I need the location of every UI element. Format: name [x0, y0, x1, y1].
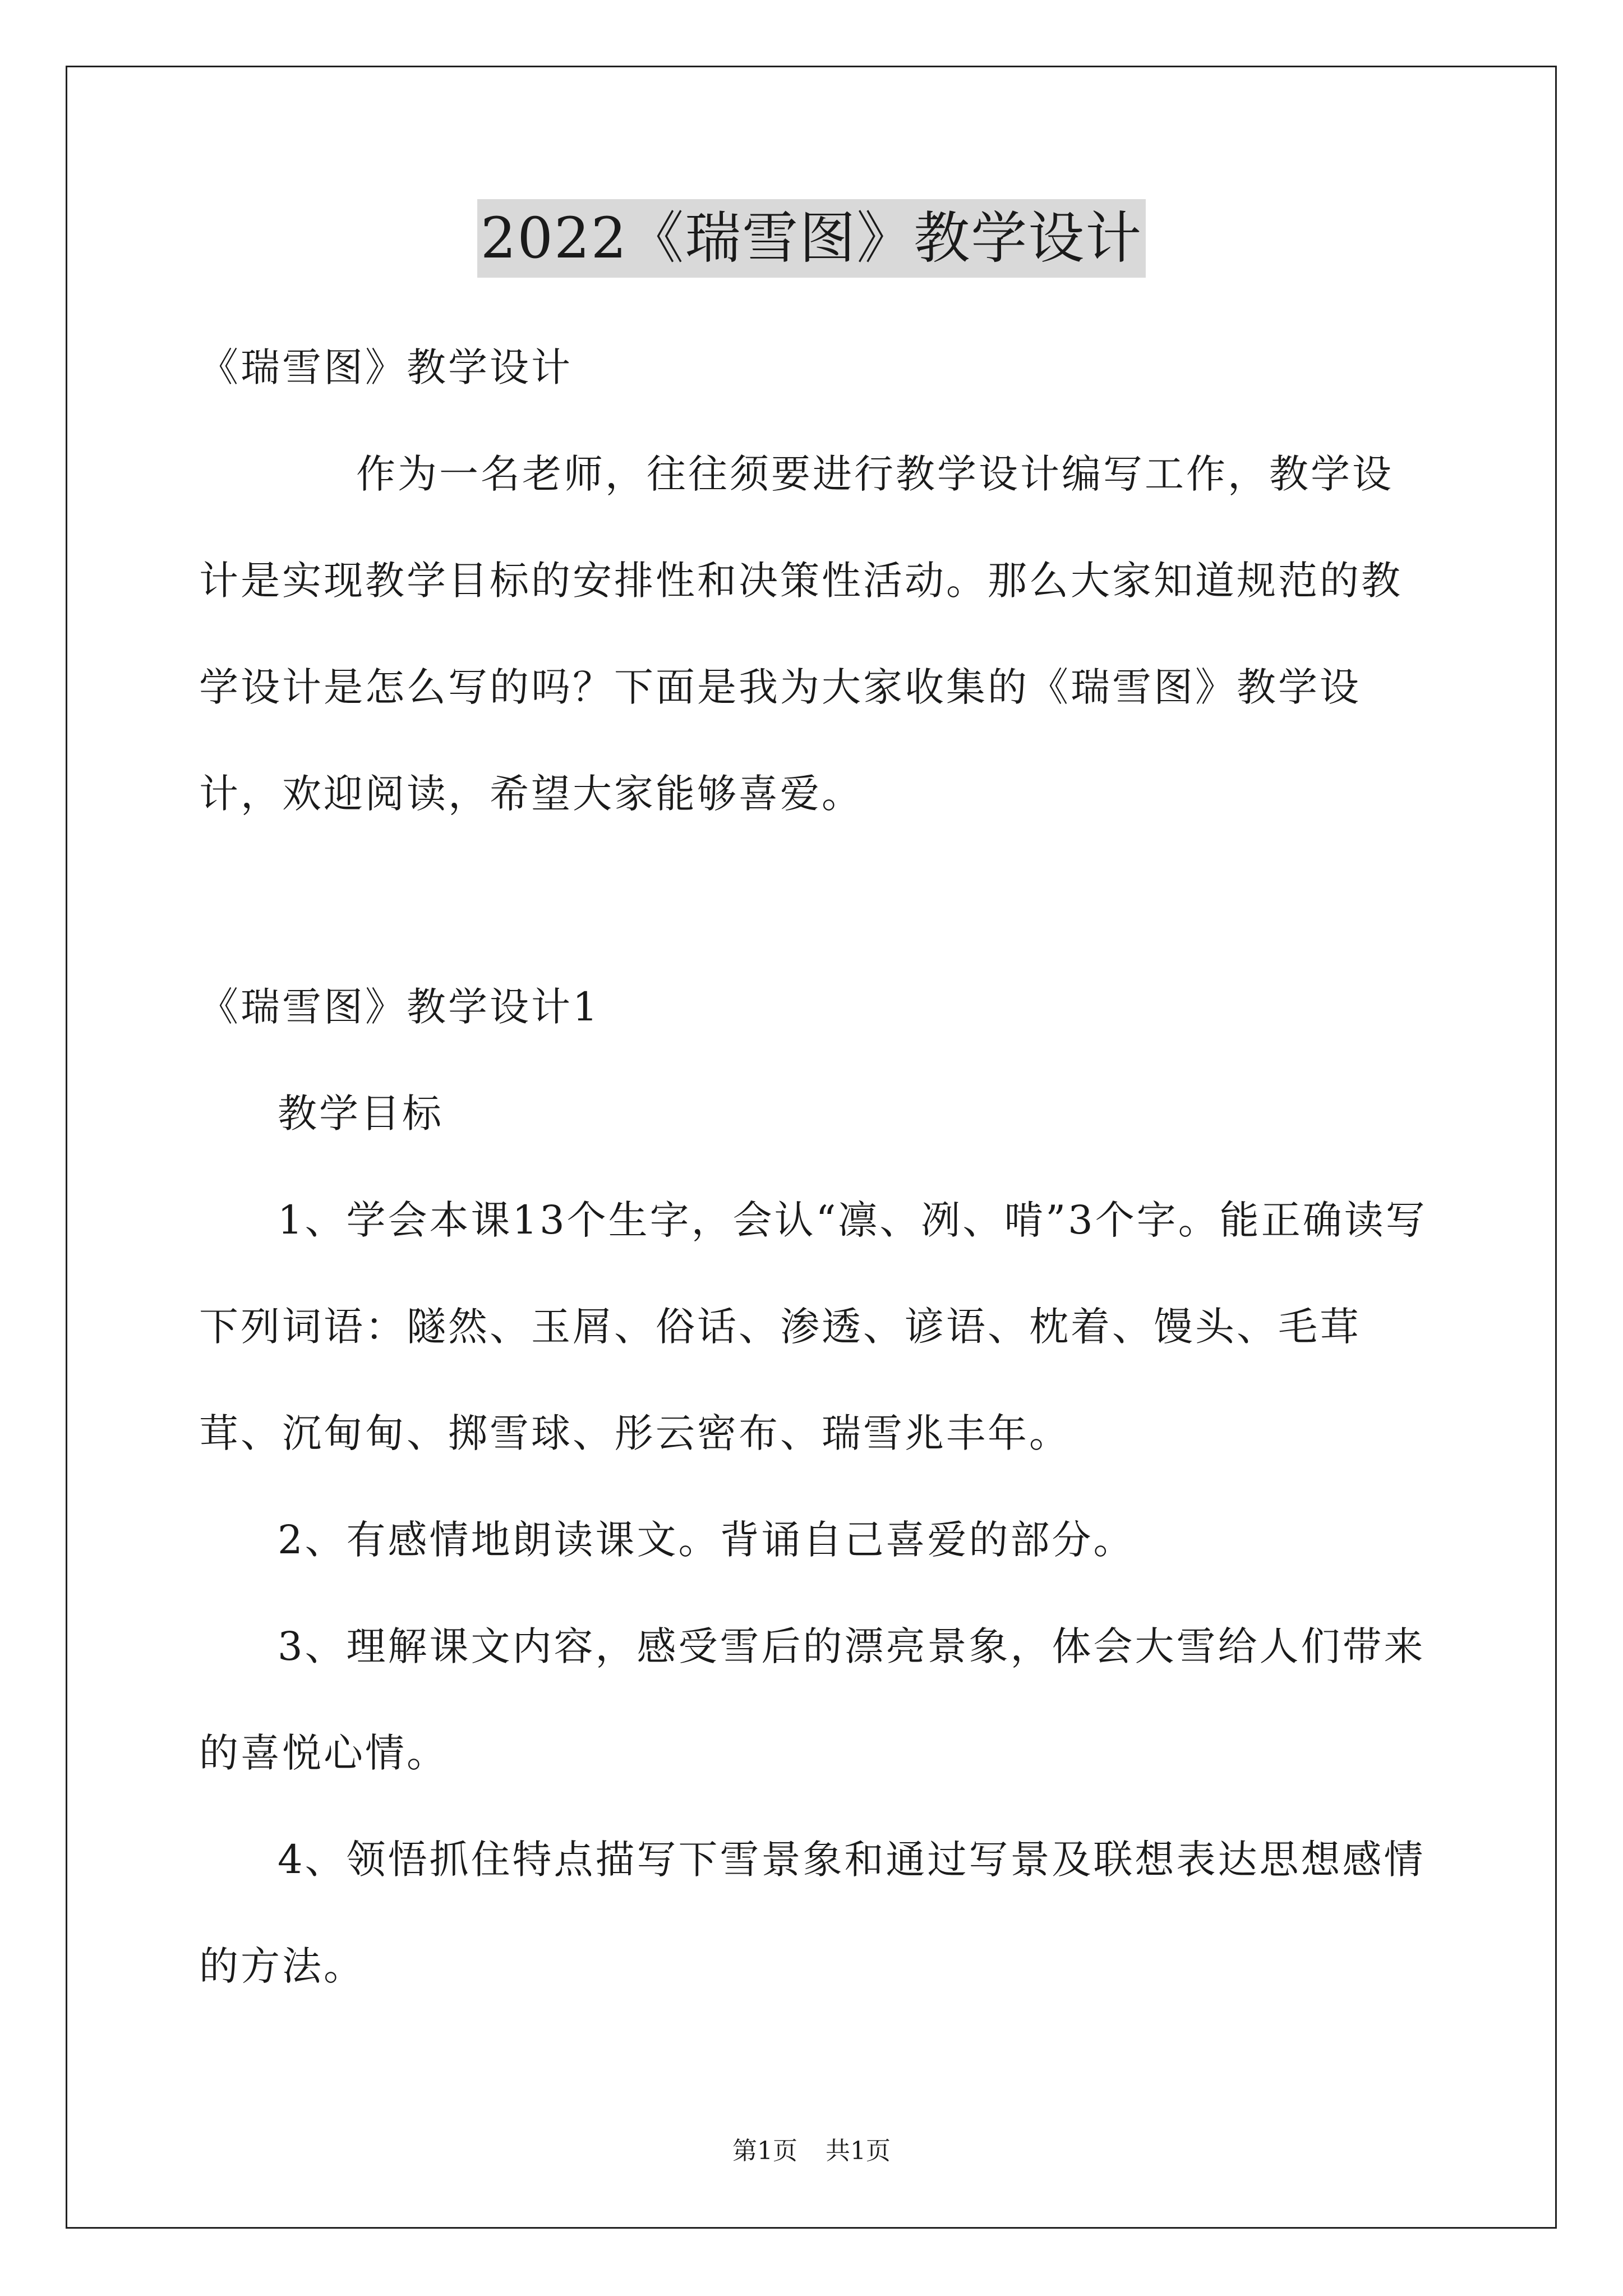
goal-item: 1、学会本课13个生字，会认“凛、冽、啃”3个字。能正确读写下列词语：隧然、玉屑、俗话、渗透、谚语、枕着、馒头、毛茸茸、沉甸甸、掷雪球、彤云密布、瑞雪兆丰年。: [199, 1197, 1427, 1456]
page-number: 第1页: [732, 2137, 797, 2165]
goal-item: 4、领悟抓住特点描写下雪景象和通过写景及联想表达思想感情的方法。: [199, 1837, 1426, 1989]
goal-item: 2、有感情地朗读课文。背诵自己喜爱的部分。: [278, 1517, 1135, 1563]
intro-paragraph: 作为一名老师，往往须要进行教学设计编写工作，教学设计是实现教学目标的安排性和决策性活动。那么大家知道规范的教学设计是怎么写的吗？下面是我为大家收集的《瑞雪图》教学设计，欢迎阅读，希望大家能够喜爱。: [199, 451, 1403, 817]
document-title: 2022《瑞雪图》教学设计: [477, 199, 1146, 278]
title-wrap: [0, 199, 1623, 278]
section-heading: 《瑞雪图》教学设计1: [199, 984, 600, 1030]
goals-heading: 教学目标: [278, 1091, 444, 1137]
page-footer: [0, 2134, 1623, 2168]
document-body: [199, 314, 1427, 2019]
document-subtitle: 《瑞雪图》教学设计: [199, 344, 573, 390]
goal-item: 3、理解课文内容，感受雪后的漂亮景象，体会大雪给人们带来的喜悦心情。: [199, 1623, 1426, 1776]
page-total: 共1页: [826, 2137, 891, 2165]
